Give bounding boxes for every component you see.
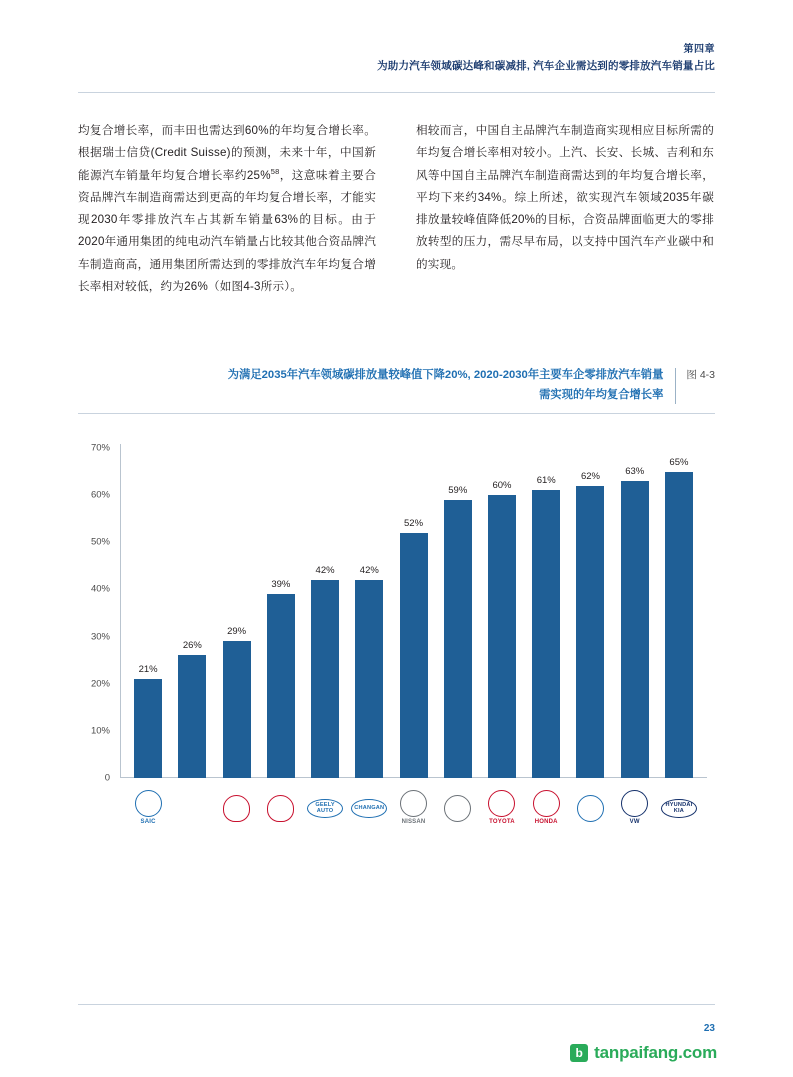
- logo-ring-shape: [577, 795, 604, 822]
- mercedes-benz-logo: [438, 788, 478, 828]
- plot-area: [120, 448, 707, 778]
- bar-slot: [214, 448, 258, 778]
- y-axis-tick: 50%: [90, 536, 110, 548]
- y-axis-labels: [78, 442, 116, 784]
- page-number: 23: [703, 1023, 715, 1034]
- bar[interactable]: [532, 490, 560, 778]
- bar-slot: [170, 448, 214, 778]
- page-header: [377, 42, 715, 74]
- figure-title: [228, 366, 664, 406]
- logo-slot: [303, 784, 347, 832]
- logo-ring-shape: [444, 795, 471, 822]
- figure-title-line2: 需实现的年均复合增长率: [539, 388, 664, 401]
- volkswagen-logo: [615, 788, 655, 828]
- chapter-label: 第四章: [683, 44, 715, 55]
- bar-slot: [436, 448, 480, 778]
- logo-ring-shape: [135, 790, 162, 817]
- bar[interactable]: [223, 641, 251, 778]
- bar[interactable]: [576, 486, 604, 778]
- logo-solid-shape: gm: [179, 798, 205, 818]
- saic-logo: [128, 788, 168, 828]
- logo-oval-shape: HYUNDAI KIA: [661, 799, 697, 818]
- y-axis-tick: 60%: [90, 489, 110, 501]
- bar-value-label: 65%: [669, 456, 689, 468]
- chapter-title: 为助力汽车领域碳达峰和碳减排, 汽车企业需达到的零排放汽车销量占比: [377, 59, 715, 72]
- logo-slot: [214, 784, 258, 832]
- body-column-left: [78, 120, 376, 298]
- bar[interactable]: [488, 495, 516, 778]
- bar-slot: [657, 448, 701, 778]
- bar-slot: [524, 448, 568, 778]
- bar-slot: [480, 448, 524, 778]
- bar-value-label: 63%: [625, 466, 645, 477]
- gm-logo: [172, 788, 212, 828]
- logo-shield-shape: [267, 795, 294, 822]
- bar-value-label: 60%: [492, 480, 512, 492]
- bar[interactable]: [311, 580, 339, 778]
- logo-slot: [568, 784, 612, 832]
- figure-number: 图 4-3: [686, 369, 715, 381]
- bar-slot: [347, 448, 391, 778]
- logo-wordmark: HONDA: [534, 819, 558, 826]
- bar-slot: [613, 448, 657, 778]
- logo-slot: [347, 784, 391, 832]
- logo-oval-shape: CHANGAN: [351, 799, 387, 818]
- y-axis-tick: 70%: [90, 442, 110, 454]
- logo-wordmark: NISSAN: [401, 819, 426, 826]
- logo-wordmark: TOYOTA: [489, 819, 515, 826]
- logo-slot: [480, 784, 524, 832]
- logo-ring-shape: [533, 790, 560, 817]
- logo-ring-shape: [400, 790, 427, 817]
- logo-ring-shape: [621, 790, 648, 817]
- x-axis-logo-labels: [120, 784, 707, 832]
- logo-wordmark: SAIC: [140, 819, 156, 826]
- header-divider: [78, 92, 715, 93]
- hyundai-kia-logo: [659, 788, 699, 828]
- bar-value-label: 21%: [138, 664, 158, 675]
- logo-slot: [259, 784, 303, 832]
- body-column-right: [416, 120, 714, 298]
- logo-shield-shape: [223, 795, 250, 822]
- logo-slot: [524, 784, 568, 832]
- bar-slot: [568, 448, 612, 778]
- figure-title-block: [78, 366, 715, 406]
- body-text: [78, 120, 715, 298]
- bar-slot: [391, 448, 435, 778]
- bar[interactable]: [178, 655, 206, 778]
- dongfeng-logo: [261, 788, 301, 828]
- y-axis-tick: 20%: [90, 678, 110, 690]
- bar-series: [120, 448, 707, 778]
- bmw-logo: [570, 788, 610, 828]
- bar-value-label: 42%: [315, 565, 335, 576]
- y-axis-tick: 30%: [90, 631, 110, 643]
- logo-oval-shape: GEELY AUTO: [307, 799, 343, 818]
- logo-slot: [613, 784, 657, 832]
- toyota-logo: [482, 788, 522, 828]
- bar-value-label: 52%: [404, 517, 424, 529]
- logo-slot: [436, 784, 480, 832]
- figure-divider: [78, 413, 715, 414]
- bar[interactable]: [444, 500, 472, 778]
- logo-slot: [391, 784, 435, 832]
- body-paragraph-right: 相较而言，中国自主品牌汽车制造商实现相应目标所需的年均复合增长率相对较小。上汽、长安、长城、吉利和东风等中国自主品牌汽车制造商需达到的年均复合增长率，平均下来约34%。综上所述，欲实现汽车领域2035年碳排放量较峰值降低20%的目标，合资品牌面临更大的零排放转型的压力，需尽早布局，以支持中国汽车产业碳中和的实现。: [416, 124, 714, 271]
- logo-slot: [657, 784, 701, 832]
- bar-value-label: 29%: [227, 626, 247, 638]
- footnote-marker: 58: [270, 166, 280, 176]
- geely-logo: [305, 788, 345, 828]
- figure-title-line1: 为满足2035年汽车领域碳排放量较峰值下降20%, 2020-2030年主要车企零排放汽车销量: [227, 369, 664, 381]
- y-axis-tick: 0: [104, 772, 110, 784]
- changan-logo: [217, 788, 257, 828]
- bar-value-label: 61%: [536, 475, 556, 487]
- changan-ford-logo: [349, 788, 389, 828]
- logo-slot: [126, 784, 170, 832]
- bar[interactable]: [621, 481, 649, 778]
- y-axis-tick: 40%: [90, 583, 110, 595]
- bar-slot: [259, 448, 303, 778]
- bar-slot: [126, 448, 170, 778]
- bar-chart: [78, 430, 715, 840]
- brand-name: tanpaifang.com: [594, 1043, 717, 1062]
- bar-slot: [303, 448, 347, 778]
- bar[interactable]: [665, 472, 693, 778]
- footer-divider: [78, 1004, 715, 1005]
- bar-value-label: 26%: [182, 640, 202, 652]
- logo-wordmark: VW: [629, 819, 640, 826]
- figure-title-separator: [675, 368, 676, 404]
- bar-value-label: 59%: [448, 484, 468, 496]
- bar[interactable]: [400, 533, 428, 778]
- bar[interactable]: [355, 580, 383, 778]
- logo-slot: [170, 784, 214, 832]
- bar-value-label: 39%: [271, 579, 291, 591]
- brand-logo-icon: b: [570, 1044, 588, 1062]
- nissan-logo: [394, 788, 434, 828]
- body-paragraph-left-part2: ，这意味着主要合资品牌汽车制造商需达到更高的年均复合增长率，才能实现2030年零排放汽车占其新车销量63%的目标。由于2020年通用集团的纯电动汽车销量占比较其他合资品牌汽车制造商高，通用集团所需达到的零排放汽车年均复合增长率相对较低，约为26%（如图4-3所示）。: [78, 168, 376, 293]
- site-brand: [570, 1043, 717, 1063]
- bar[interactable]: [267, 594, 295, 778]
- bar[interactable]: [134, 679, 162, 778]
- logo-ring-shape: [488, 790, 515, 817]
- y-axis-tick: 10%: [90, 725, 110, 737]
- bar-value-label: 42%: [359, 565, 379, 576]
- bar-value-label: 62%: [580, 470, 600, 482]
- body-paragraph-left-part1: 均复合增长率，而丰田也需达到60%的年均复合增长率。根据瑞士信贷(Credit Suisse)的预测，未来十年，中国新能源汽车销量年均复合增长率约25%: [78, 124, 376, 182]
- honda-logo: [526, 788, 566, 828]
